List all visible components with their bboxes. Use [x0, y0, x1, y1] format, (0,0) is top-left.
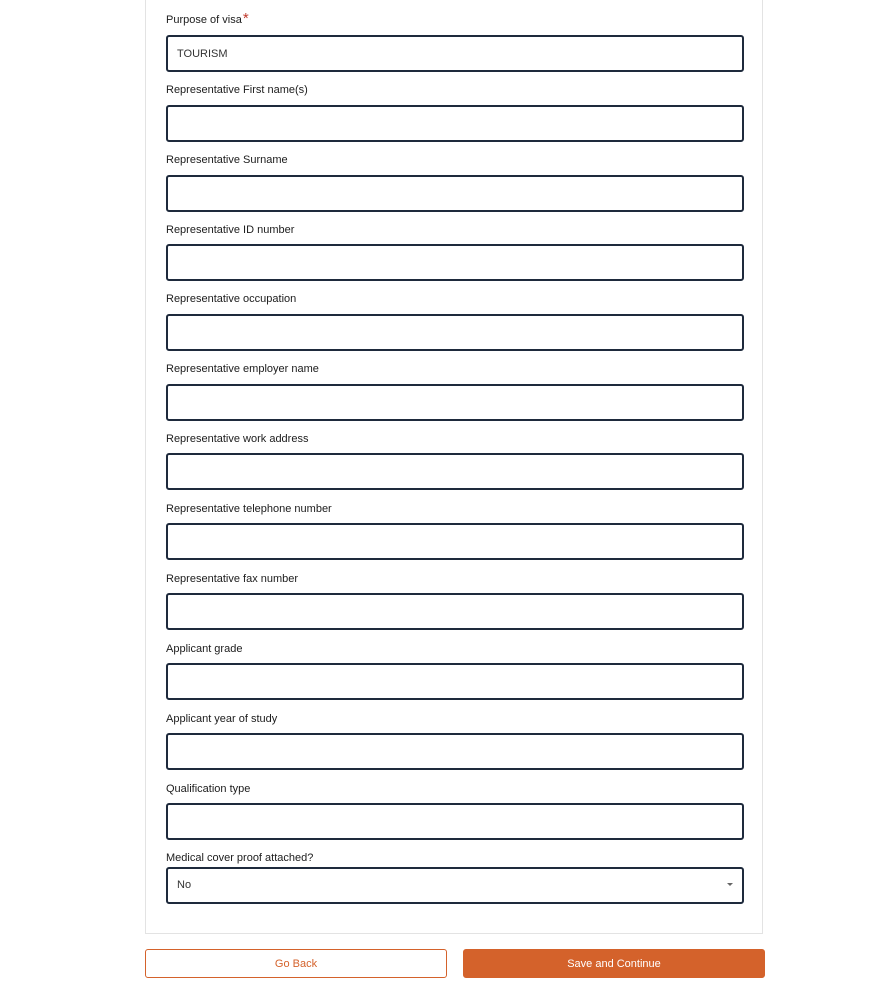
representative-id-number-input[interactable] — [166, 244, 744, 281]
purpose-of-visa-input[interactable] — [166, 35, 744, 72]
qualification-type-label: Qualification type — [166, 783, 251, 795]
representative-employer-name-input[interactable] — [166, 384, 744, 421]
representative-id-number-label: Representative ID number — [166, 224, 295, 236]
representative-fax-number-input[interactable] — [166, 593, 744, 630]
applicant-year-of-study-input[interactable] — [166, 733, 744, 770]
medical-cover-select[interactable] — [166, 867, 744, 904]
representative-fax-number-label: Representative fax number — [166, 573, 299, 585]
representative-surname-input[interactable] — [166, 175, 744, 212]
applicant-year-of-study-label: Applicant year of study — [166, 713, 278, 725]
save-and-continue-button-label: Save and Continue — [567, 957, 661, 970]
required-marker: * — [242, 10, 249, 27]
save-and-continue-button[interactable] — [463, 949, 765, 978]
representative-telephone-number-label: Representative telephone number — [166, 503, 332, 515]
purpose-of-visa-label — [166, 10, 249, 27]
representative-work-address-label: Representative work address — [166, 433, 309, 445]
representative-employer-name-label: Representative employer name — [166, 363, 319, 375]
qualification-type-input[interactable] — [166, 803, 744, 840]
applicant-grade-input[interactable] — [166, 663, 744, 700]
purpose-of-visa-label-text: Purpose of visa — [166, 14, 242, 26]
representative-occupation-label: Representative occupation — [166, 293, 297, 305]
go-back-button[interactable] — [145, 949, 447, 978]
go-back-button-label: Go Back — [274, 957, 318, 970]
representative-telephone-number-input[interactable] — [166, 523, 744, 560]
chevron-down-icon — [727, 883, 733, 886]
representative-first-names-label: Representative First name(s) — [166, 84, 308, 96]
representative-work-address-input[interactable] — [166, 453, 744, 490]
medical-cover-label: Medical cover proof attached? — [166, 852, 314, 864]
representative-first-names-input[interactable] — [166, 105, 744, 142]
representative-occupation-input[interactable] — [166, 314, 744, 351]
representative-surname-label: Representative Surname — [166, 154, 288, 166]
medical-cover-selected-value: No — [177, 879, 192, 891]
applicant-grade-label: Applicant grade — [166, 643, 243, 655]
